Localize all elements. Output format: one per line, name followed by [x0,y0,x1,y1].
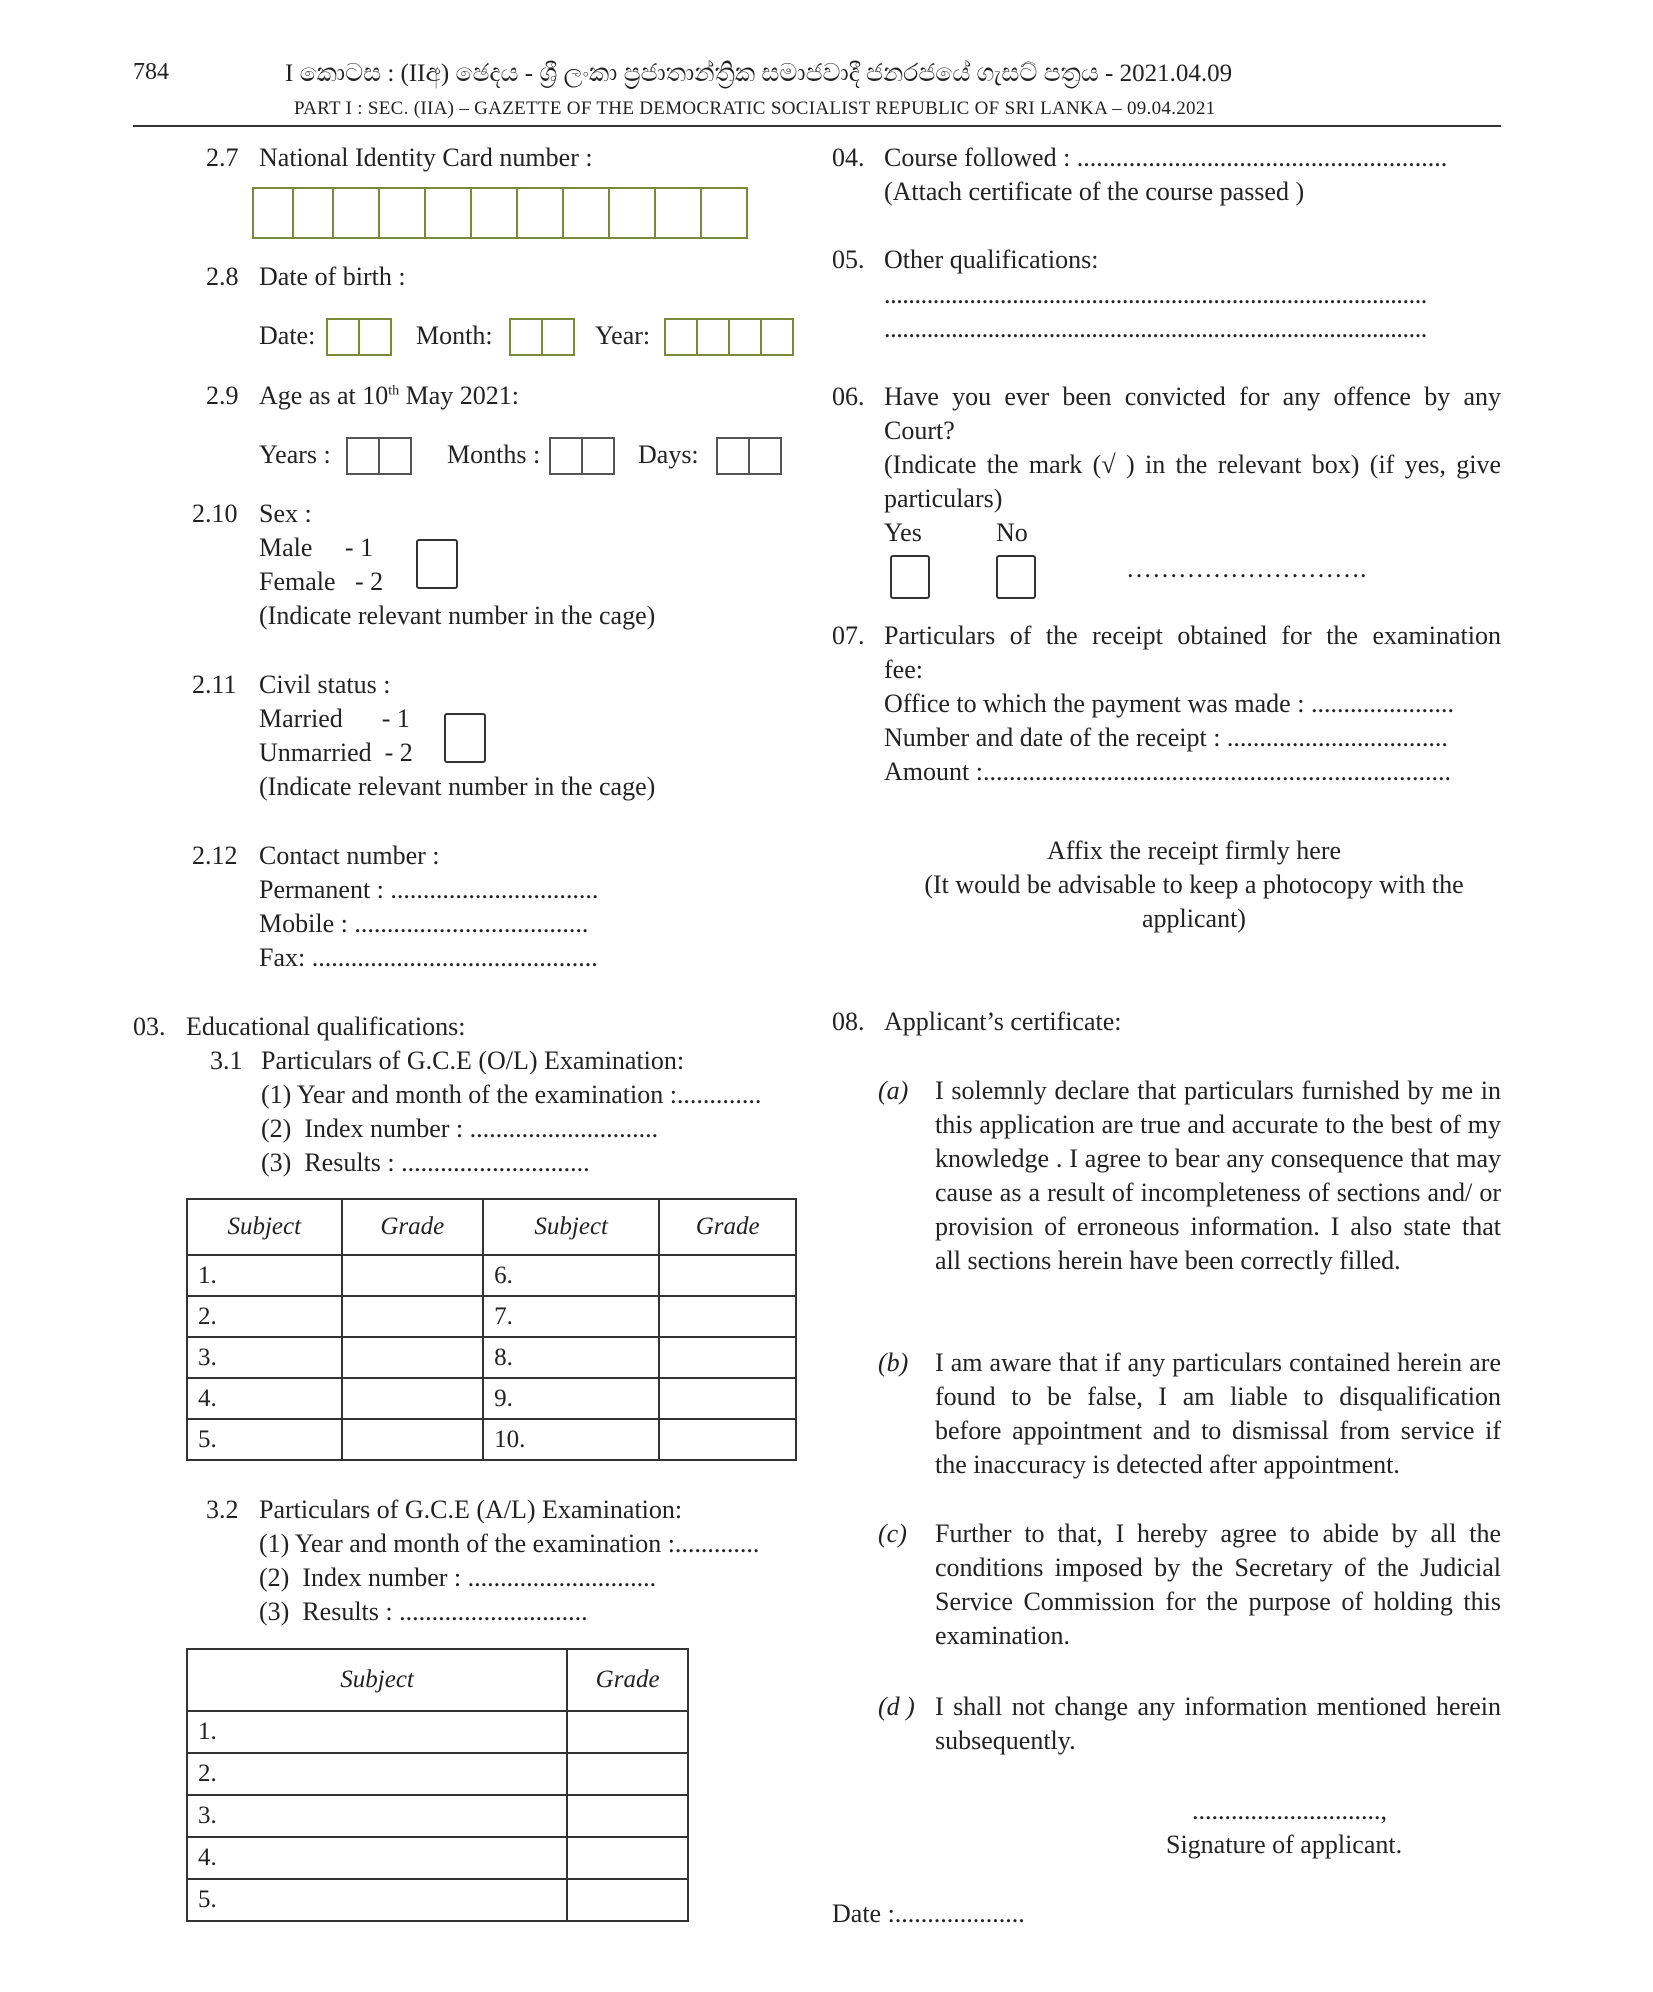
conviction-instruction: (Indicate the mark (√ ) in the relevant box) (if yes, give [884,450,1501,479]
other-qualifications-label: Other qualifications: [884,245,1099,274]
table-row [187,1795,688,1837]
ol-header-subject: Subject [187,1199,342,1255]
section-2-7-number: 2.7 [206,143,239,172]
date-field[interactable]: Date :.................... [832,1899,1025,1928]
ol-row-label: 5. [187,1419,342,1460]
receipt-label: Particulars of the receipt obtained for the examination [884,621,1501,650]
dob-year-box[interactable] [728,318,762,356]
signature-label: Signature of applicant. [1166,1830,1403,1859]
ol-grade-cell[interactable] [659,1255,796,1296]
ol-grade-cell[interactable] [342,1419,484,1460]
sex-label: Sex : [259,499,312,528]
receipt-office-field[interactable]: Office to which the payment was made : ...................... [884,689,1454,718]
ol-index-number[interactable]: (2) Index number : ............................. [261,1114,659,1143]
nic-box[interactable] [470,187,518,239]
age-months-boxes[interactable] [549,437,615,475]
age-days-box[interactable] [716,437,750,475]
course-note: (Attach certificate of the course passed ) [884,177,1305,206]
dob-date-boxes[interactable] [326,318,392,356]
ol-grade-cell[interactable] [659,1296,796,1337]
nic-box[interactable] [252,187,294,239]
ol-grade-cell[interactable] [342,1255,484,1296]
section-2-8-number: 2.8 [206,262,239,291]
age-months-box[interactable] [549,437,583,475]
conviction-question-cont: Court? [884,416,955,445]
age-years-box[interactable] [378,437,412,475]
cert-item-a-marker: (a) [878,1076,909,1105]
conviction-no-label: No [996,518,1028,547]
dob-month-boxes[interactable] [509,318,575,356]
cert-item-d-text: I shall not change any information mentioned herein subsequently. [935,1692,1501,1755]
dob-year-box[interactable] [664,318,698,356]
receipt-label-cont: fee: [884,655,923,684]
conviction-yes-label: Yes [884,518,922,547]
civil-option-unmarried: Unmarried - 2 [259,738,413,767]
ol-grade-cell[interactable] [659,1378,796,1419]
section-2-10-number: 2.10 [192,499,238,528]
section-2-9-number: 2.9 [206,381,239,410]
section-4-number: 04. [832,143,865,172]
age-days-boxes[interactable] [716,437,782,475]
al-results-table [186,1648,689,1922]
nic-box[interactable] [424,187,472,239]
table-row [187,1296,796,1337]
age-days-box[interactable] [748,437,782,475]
cert-item-a-text: I solemnly declare that particulars furnished by me in this application are true and accurate to the best of my knowledge . I agree to bear any consequence that may cause as a result of incompleteness of sections and/ or provision of erroneous information. I also state that all sections herein have been correctly filled. [935,1076,1501,1275]
nic-box[interactable] [654,187,702,239]
ol-grade-cell[interactable] [342,1296,484,1337]
affix-receipt-title: Affix the receipt firmly here [1046,836,1342,865]
ol-row-label: 3. [187,1337,342,1378]
sex-option-male: Male - 1 [259,533,374,562]
dob-year-label: Year: [595,321,651,350]
ol-row-label: 2. [187,1296,342,1337]
contact-mobile[interactable]: Mobile : .................................... [259,909,589,938]
header-rule [133,125,1501,127]
contact-label: Contact number : [259,841,440,870]
nic-box[interactable] [700,187,748,239]
ol-row-label: 10. [483,1419,659,1460]
al-year-month[interactable]: (1) Year and month of the examination :............. [259,1529,760,1558]
al-row-label: 2. [187,1753,567,1795]
cert-item-c-text: Further to that, I hereby agree to abide by all the conditions imposed by the Secretary of the Judicial Service Commission for the purpose of holding this examination. [935,1519,1501,1650]
table-row [187,1378,796,1419]
table-row [187,1879,688,1921]
section-7-number: 07. [832,621,865,650]
al-grade-cell[interactable] [567,1879,688,1921]
al-row-label: 5. [187,1879,567,1921]
conviction-instruction-cont: particulars) [884,484,1003,513]
al-grade-cell[interactable] [567,1753,688,1795]
age-months-label: Months : [447,440,541,469]
other-qualifications-line[interactable]: ......................................................................................... [884,280,1427,309]
ol-row-label: 8. [483,1337,659,1378]
cert-item-d-marker: (d ) [878,1692,915,1721]
dob-label: Date of birth : [259,262,406,291]
civil-status-cage[interactable] [444,713,486,763]
ol-grade-cell[interactable] [659,1419,796,1460]
age-months-box[interactable] [581,437,615,475]
receipt-number-date-field[interactable]: Number and date of the receipt : .................................. [884,723,1448,752]
affix-receipt-note: (It would be advisable to keep a photocopy with the [924,870,1464,899]
al-results[interactable]: (3) Results : ............................. [259,1597,588,1626]
ol-grade-cell[interactable] [342,1378,484,1419]
civil-status-note: (Indicate relevant number in the cage) [259,772,656,801]
nic-box[interactable] [562,187,610,239]
dob-month-label: Month: [416,321,493,350]
ol-results[interactable]: (3) Results : ............................. [261,1148,590,1177]
ol-row-label: 1. [187,1255,342,1296]
ol-row-label: 9. [483,1378,659,1419]
al-row-label: 4. [187,1837,567,1879]
ol-table-header-row [187,1199,796,1255]
nic-box[interactable] [332,187,380,239]
educational-qualifications-label: Educational qualifications: [186,1012,466,1041]
cert-item-b-marker: (b) [878,1348,909,1377]
sex-option-female: Female - 2 [259,567,384,596]
age-years-boxes[interactable] [346,437,412,475]
al-grade-cell[interactable] [567,1711,688,1753]
nic-box[interactable] [378,187,426,239]
dob-year-box[interactable] [760,318,794,356]
section-2-11-number: 2.11 [192,670,237,699]
page-number: 784 [133,59,169,85]
ol-row-label: 4. [187,1378,342,1419]
applicant-certificate-label: Applicant’s certificate: [884,1007,1122,1036]
section-6-number: 06. [832,382,865,411]
dob-year-box[interactable] [696,318,730,356]
conviction-particulars-field[interactable]: ………………………. [1126,554,1367,583]
dob-date-box[interactable] [358,318,392,356]
al-row-label: 1. [187,1711,567,1753]
civil-option-married: Married - 1 [259,704,410,733]
table-row [187,1753,688,1795]
al-row-label: 3. [187,1795,567,1837]
affix-receipt-note-cont: applicant) [1142,904,1246,933]
al-label: Particulars of G.C.E (A/L) Examination: [259,1495,683,1524]
conviction-no-checkbox[interactable] [996,555,1036,599]
ol-year-month[interactable]: (1) Year and month of the examination :............. [261,1080,762,1109]
age-years-box[interactable] [346,437,380,475]
dob-date-box[interactable] [326,318,360,356]
section-8-number: 08. [832,1007,865,1036]
section-5-number: 05. [832,245,865,274]
ol-header-grade: Grade [659,1199,796,1255]
section-3-2-number: 3.2 [206,1495,239,1524]
ol-label: Particulars of G.C.E (O/L) Examination: [261,1046,685,1075]
dob-month-box[interactable] [509,318,543,356]
al-grade-cell[interactable] [567,1837,688,1879]
conviction-question: Have you ever been convicted for any offence by any [884,382,1501,411]
conviction-yes-checkbox[interactable] [890,555,930,599]
table-row [187,1255,796,1296]
dob-date-label: Date: [259,321,316,350]
age-days-label: Days: [638,440,699,469]
contact-fax[interactable]: Fax: ............................................ [259,943,598,972]
al-grade-cell[interactable] [567,1795,688,1837]
nic-box[interactable] [516,187,564,239]
header-english-line: PART I : SEC. (IIA) – GAZETTE OF THE DEMOCRATIC SOCIALIST REPUBLIC OF SRI LANKA – 09.04.2021 [294,98,1216,119]
ol-row-label: 7. [483,1296,659,1337]
header-sinhala-line: I කොටස : (IIඅ) ඡෙදය - ශ්‍රී ලංකා ප්‍රජාතාන්ත්‍රික සමාජවාදී ජනරජයේ ගැසට් පත්‍රය - 2021.04.09 [285,60,1233,87]
dob-year-boxes[interactable] [664,318,794,356]
section-2-12-number: 2.12 [192,841,238,870]
section-3-1-number: 3.1 [210,1046,243,1075]
cert-item-b-text: I am aware that if any particulars contained herein are found to be false, I am liable to disqualification before appointment and to dismissal from service if the inaccuracy is detected after appointment. [935,1348,1501,1479]
cert-item-c-marker: (c) [878,1519,907,1548]
civil-status-label: Civil status : [259,670,391,699]
nic-input-boxes[interactable] [252,187,748,239]
table-row [187,1337,796,1378]
ol-row-label: 6. [483,1255,659,1296]
ol-grade-cell[interactable] [342,1337,484,1378]
sex-cage[interactable] [416,539,458,589]
al-index-number[interactable]: (2) Index number : ............................. [259,1563,657,1592]
al-header-subject: Subject [187,1649,567,1711]
table-row [187,1419,796,1460]
course-followed-field[interactable]: Course followed : ......................................................... [884,143,1448,172]
age-years-label: Years : [259,440,331,469]
age-label: Age as at 10th May 2021: [259,381,520,410]
table-row [187,1711,688,1753]
ol-header-subject: Subject [483,1199,659,1255]
nic-label: National Identity Card number : [259,143,593,172]
ol-header-grade: Grade [342,1199,484,1255]
dob-month-box[interactable] [541,318,575,356]
al-table-header-row [187,1649,688,1711]
sex-note: (Indicate relevant number in the cage) [259,601,656,630]
ol-grade-cell[interactable] [659,1337,796,1378]
nic-box[interactable] [292,187,334,239]
section-3-number: 03. [133,1012,166,1041]
ol-results-table [186,1198,797,1461]
receipt-amount-field[interactable]: Amount :........................................................................ [884,757,1451,786]
contact-permanent[interactable]: Permanent : ................................ [259,875,599,904]
al-header-grade: Grade [567,1649,688,1711]
signature-line[interactable]: ............................., [1192,1796,1387,1825]
table-row [187,1837,688,1879]
nic-box[interactable] [608,187,656,239]
other-qualifications-line[interactable]: ......................................................................................... [884,314,1427,343]
